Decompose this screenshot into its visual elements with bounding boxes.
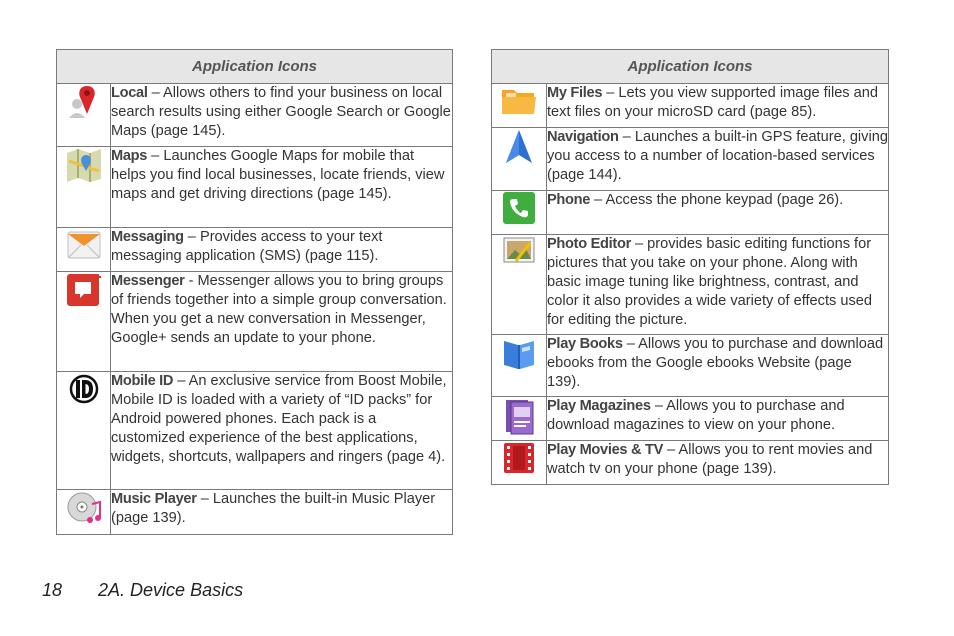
phone-handset-icon [502,191,536,225]
folder-icon [500,84,538,118]
left-icon-table [56,49,453,535]
app-description: – Provides access to your text messaging application (SMS) (page 115). [111,229,383,264]
app-description: – Access the phone keypad (page 26). [590,192,844,208]
table-row [57,272,453,372]
app-description: – Allows you to purchase and download ebooks from the Google ebooks Website (page 139). [547,336,884,390]
table-row [57,84,453,147]
app-description: – Launches a built-in GPS feature, giving you access to a number of location-based services (page 144). [547,129,888,183]
music-disc-icon [66,490,102,526]
app-name: Maps [111,148,148,164]
app-name: Play Magazines [547,398,651,414]
app-description: – Launches Google Maps for mobile that helps you find local businesses, locate friends, view maps and get driving directions (page 145). [111,148,445,202]
table-row [492,397,889,441]
navigation-arrow-icon [503,128,535,166]
app-name: Play Books [547,336,623,352]
app-name: Photo Editor [547,236,631,252]
right-icon-table [491,49,889,485]
table-row [492,84,889,128]
app-name: My Files [547,85,603,101]
table-row [57,147,453,228]
app-name: Music Player [111,491,197,507]
table-row [492,335,889,397]
table-header: Application Icons [492,50,889,84]
section-title: 2A. Device Basics [98,580,244,600]
app-name: Messaging [111,229,184,245]
play-magazines-icon [503,397,535,435]
envelope-icon [66,228,102,262]
play-books-icon [501,335,537,371]
app-name: Play Movies & TV [547,442,664,458]
app-name: Navigation [547,129,619,145]
app-description: – provides basic editing functions for pictures that you take on your phone. Along with basic image tuning like brightness, contrast, and color it also provides a wide variety of effects used for editing the picture. [547,236,873,328]
film-strip-icon [502,441,536,475]
app-description: - Messenger allows you to bring groups of friends together into a simple group conversation. When you get a new conversation in Messenger, Google+ sends an update to your phone. [111,273,447,346]
app-description: – Allows you to purchase and download magazines to view on your phone. [547,398,845,433]
maps-icon [66,147,102,183]
app-description: – Launches the built-in Music Player (page 139). [111,491,436,526]
app-name: Messenger [111,273,185,289]
page-number: 18 [42,580,63,600]
photo-editor-icon [502,235,536,265]
app-description: – Lets you view supported image files and text files on your microSD card (page 85). [547,85,879,120]
table-row [57,228,453,272]
table-header: Application Icons [57,50,453,84]
table-row [492,128,889,191]
mobile-id-icon [69,372,99,406]
local-pin-icon [67,84,101,120]
table-row [492,191,889,235]
app-description: – Allows others to find your business on local search results using either Google Search or Google Maps (page 145). [111,85,451,139]
messenger-bubble-icon [65,272,103,308]
app-name: Local [111,85,148,101]
app-name: Mobile ID [111,373,174,389]
app-name: Phone [547,192,591,208]
table-row [57,490,453,535]
app-description: – An exclusive service from Boost Mobile, Mobile ID is loaded with a variety of “ID packs” for Android powered phones. Each pack is a customized experience of the best applications, widgets, shortcuts, wallpapers and ringers (page 4). [111,373,447,465]
table-row [492,235,889,335]
app-description: – Allows you to rent movies and watch tv on your phone (page 139). [547,442,873,477]
table-row [57,372,453,490]
page-footer [42,580,279,601]
table-row [492,441,889,485]
